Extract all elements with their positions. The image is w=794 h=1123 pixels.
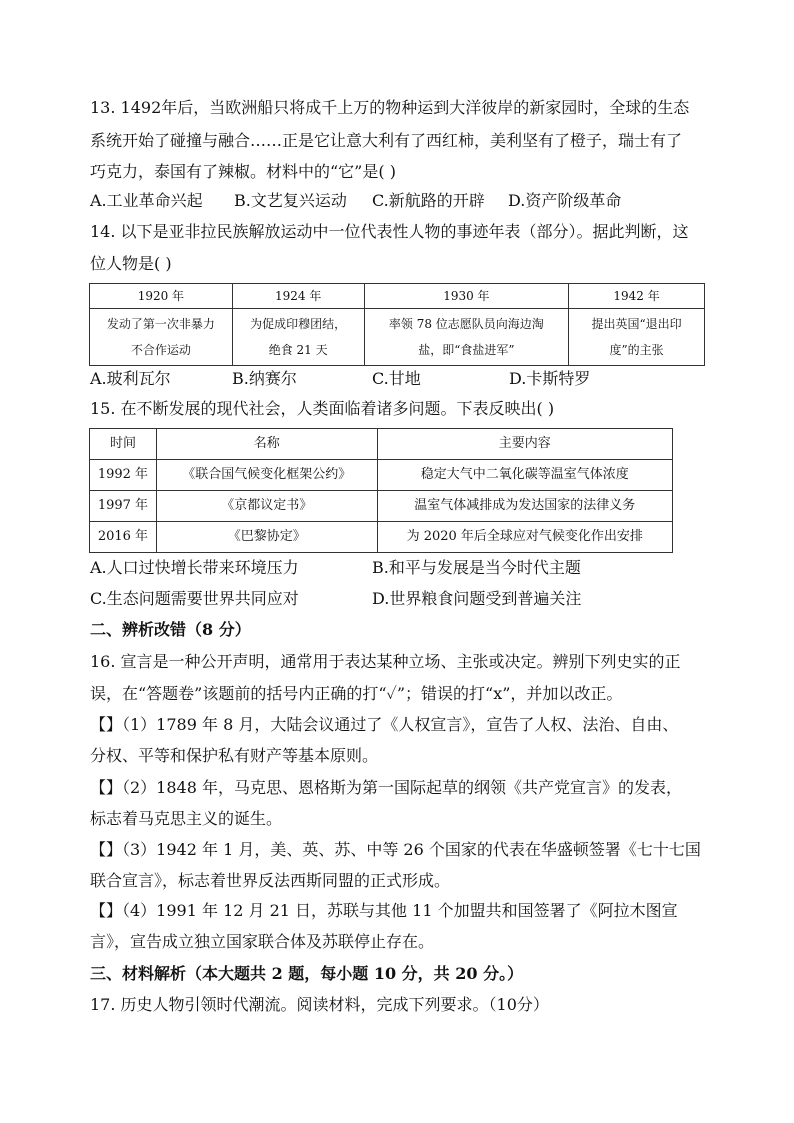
q14-table bbox=[89, 283, 705, 366]
q14-event-1930-line2: 盐，即“食盐进军” bbox=[418, 343, 515, 357]
q14-event-1920-line2: 不合作运动 bbox=[130, 343, 191, 357]
q15-header-content: 主要内容 bbox=[377, 429, 672, 460]
q15-row1-name: 《联合国气候变化框架公约》 bbox=[156, 460, 377, 491]
q14-event-1930 bbox=[364, 309, 569, 366]
q13-line3: 巧克力，泰国有了辣椒。材料中的“它”是( ) bbox=[90, 162, 396, 181]
q14-line1: 14. 以下是亚非拉民族解放运动中一位代表性人物的事迹年表（部分）。据此判断，这 bbox=[90, 222, 689, 241]
q13-option-a: A.工业革命兴起 bbox=[90, 191, 203, 210]
q14-year-1930: 1930 年 bbox=[364, 284, 569, 309]
section3-title: 三、材料解析（本大题共 2 题，每小题 10 分，共 20 分。） bbox=[90, 964, 524, 983]
q13-line2: 系统开始了碰撞与融合……正是它让意大利有了西红柿，美利坚有了橙子，瑞士有了 bbox=[90, 131, 683, 150]
q15-row1-time: 1992 年 bbox=[90, 460, 157, 491]
q14-option-c: C.甘地 bbox=[372, 369, 421, 388]
q16-item4-line2: 言》，宣告成立独立国家联合体及苏联停止存在。 bbox=[90, 932, 435, 951]
q14-line2: 位人物是( ) bbox=[90, 254, 172, 273]
q13-option-c: C.新航路的开辟 bbox=[372, 191, 485, 210]
q17-line: 17. 历史人物引领时代潮流。阅读材料，完成下列要求。（10分） bbox=[90, 995, 549, 1014]
q15-row2-name: 《京都议定书》 bbox=[156, 491, 377, 522]
table-row bbox=[90, 460, 673, 491]
q14-year-1920: 1920 年 bbox=[90, 284, 233, 309]
q14-event-1920 bbox=[90, 309, 233, 366]
q15-row2-content: 温室气体减排成为发达国家的法律义务 bbox=[377, 491, 672, 522]
q15-option-c: C.生态问题需要世界共同应对 bbox=[90, 589, 299, 608]
q15-row3-name: 《巴黎协定》 bbox=[156, 522, 377, 553]
table-row bbox=[90, 491, 673, 522]
q15-option-a: A.人口过快增长带来环境压力 bbox=[90, 558, 299, 577]
q14-year-1942: 1942 年 bbox=[569, 284, 705, 309]
q15-row3-content: 为 2020 年后全球应对气候变化作出安排 bbox=[377, 522, 672, 553]
q13-line1: 13. 1492年后，当欧洲船只将成千上万的物种运到大洋彼岸的新家园时，全球的生态 bbox=[90, 98, 690, 117]
table-row bbox=[90, 522, 673, 553]
q16-item1-line1: 【】（1）1789 年 8 月，大陆会议通过了《人权宣言》，宣告了人权、法治、自由、 bbox=[90, 715, 679, 734]
q14-event-1924-line2: 绝食 21 天 bbox=[268, 343, 328, 357]
q15-line1: 15. 在不断发展的现代社会，人类面临着诸多问题。下表反映出( ) bbox=[90, 399, 555, 418]
q15-row1-content: 稳定大气中二氧化碳等温室气体浓度 bbox=[377, 460, 672, 491]
q16-line1: 16. 宣言是一种公开声明，通常用于表达某种立场、主张或决定。辨别下列史实的正 bbox=[90, 652, 681, 671]
q14-option-d: D.卡斯特罗 bbox=[509, 369, 591, 388]
q13-option-d: D.资产阶级革命 bbox=[508, 191, 622, 210]
q14-event-1942 bbox=[569, 309, 705, 366]
q15-header-time: 时间 bbox=[90, 429, 157, 460]
q16-item2-line1: 【】（2）1848 年，马克思、恩格斯为第一国际起草的纲领《共产党宣言》的发表， bbox=[90, 778, 682, 797]
q14-event-1942-line2: 度”的主张 bbox=[609, 343, 664, 357]
q15-row3-time: 2016 年 bbox=[90, 522, 157, 553]
q14-event-1942-line1: 提出英国“退出印 bbox=[591, 317, 682, 331]
q14-event-1920-line1: 发动了第一次非暴力 bbox=[106, 317, 215, 331]
q15-option-b: B.和平与发展是当今时代主题 bbox=[372, 558, 581, 577]
q16-item2-line2: 标志着马克思主义的诞生。 bbox=[90, 809, 283, 828]
q14-year-1924: 1924 年 bbox=[232, 284, 364, 309]
q16-item3-line2: 联合宣言》，标志着世界反法西斯同盟的正式形成。 bbox=[90, 871, 451, 890]
q14-event-1924 bbox=[232, 309, 364, 366]
q15-option-d: D.世界粮食问题受到普遍关注 bbox=[372, 589, 582, 608]
q16-item3-line1: 【】（3）1942 年 1 月，美、英、苏、中等 26 个国家的代表在华盛顿签署《七十七国 bbox=[90, 840, 701, 859]
q15-header-name: 名称 bbox=[156, 429, 377, 460]
q16-item1-line2: 分权、平等和保护私有财产等基本原则。 bbox=[90, 746, 379, 765]
q16-line2: 误，在“答题卷”该题前的括号内正确的打“✓”；错误的打“x”，并加以改正。 bbox=[90, 684, 623, 703]
q16-item4-line1: 【】（4）1991 年 12 月 21 日，苏联与其他 11 个加盟共和国签署了《阿拉木图宣 bbox=[90, 901, 678, 920]
q14-event-1930-line1: 率领 78 位志愿队员向海边淘 bbox=[388, 317, 544, 331]
q14-event-1924-line1: 为促成印穆团结， bbox=[250, 317, 347, 331]
section2-title: 二、辨析改错（8 分） bbox=[90, 620, 251, 639]
q13-option-b: B.文艺复兴运动 bbox=[234, 191, 347, 210]
q14-option-b: B.纳赛尔 bbox=[232, 369, 297, 388]
q14-option-a: A.玻利瓦尔 bbox=[90, 369, 171, 388]
q15-row2-time: 1997 年 bbox=[90, 491, 157, 522]
q15-table bbox=[89, 428, 673, 553]
